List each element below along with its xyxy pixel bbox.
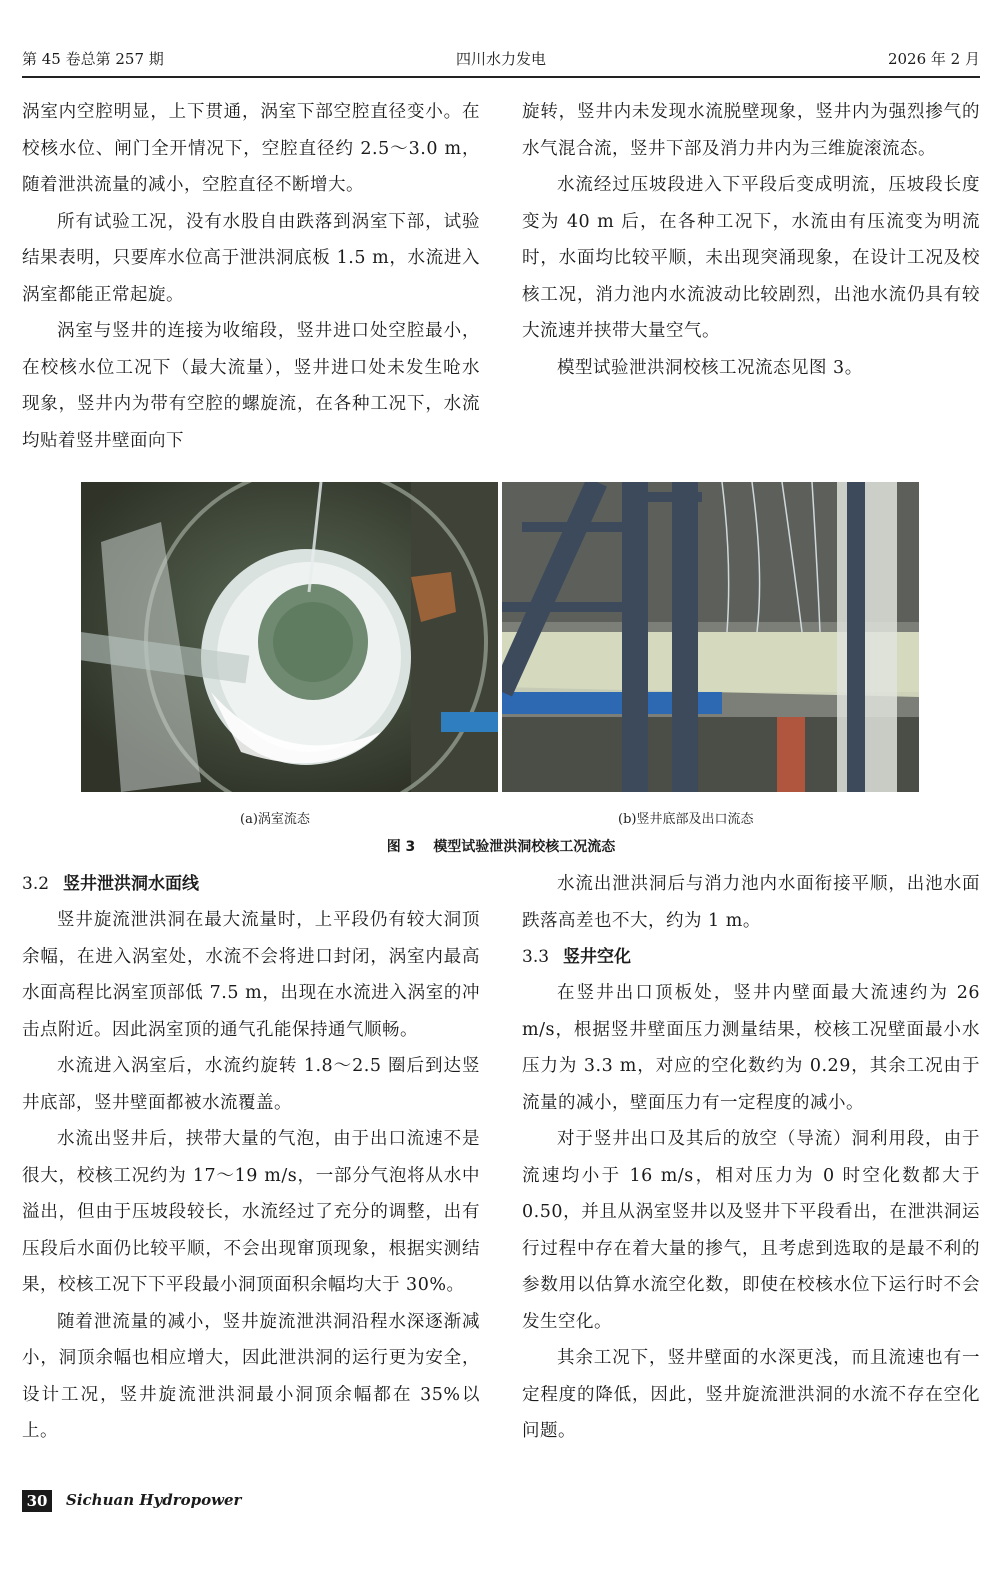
paragraph: 竖井旋流泄洪洞在最大流量时，上平段仍有较大洞顶余幅，在进入涡室处，水流不会将进口封闭，涡室内最高水面高程比涡室顶部低 7.5 m，出现在水流进入涡室的冲击点附近。因此涡室顶的通气孔能保持通气顺畅。	[22, 910, 480, 1040]
running-header	[22, 0, 980, 78]
vortex-chamber-photo	[81, 482, 498, 792]
bottom-left-column	[22, 866, 480, 1450]
paragraph: 在竖井出口顶板处，竖井内壁面最大流速约为 26 m/s，根据竖井壁面压力测量结果，校核工况壁面最小水压力为 3.3 m，对应的空化数约为 0.29，其余工况由于流量的减小，壁面压力有一定程度的减小。	[522, 983, 980, 1113]
top-left-column	[22, 94, 480, 459]
paragraph: 所有试验工况，没有水股自由跌落到涡室下部，试验结果表明，只要库水位高于泄洪洞底板 1.5 m，水流进入涡室都能正常起旋。	[22, 211, 480, 305]
section-title: 竖井泄洪洞水面线	[63, 874, 200, 894]
journal-english-name: Sichuan Hydropower	[66, 1491, 242, 1509]
paragraph: 水流出竖井后，挟带大量的气泡，由于出口流速不是很大，校核工况约为 17～19 m/s，一部分气泡将从水中溢出，但由于压坡段较长，水流经过了充分的调整，出有压段后水面仍比较平顺，不会出现窜顶现象，根据实测结果，校核工况下下平段最小洞顶面积余幅均大于 30%。	[22, 1129, 480, 1295]
paragraph: 旋转，竖井内未发现水流脱壁现象，竖井内为强烈掺气的水气混合流，竖井下部及消力井内为三维旋滚流态。	[522, 102, 980, 159]
issue-date: 2026 年 2 月	[887, 50, 980, 68]
paragraph: 水流进入涡室后，水流约旋转 1.8～2.5 圈后到达竖井底部，竖井壁面都被水流覆盖。	[22, 1056, 480, 1113]
shaft-bottom-outlet-photo	[502, 482, 919, 792]
paragraph: 涡室内空腔明显，上下贯通，涡室下部空腔直径变小。在校核水位、闸门全开情况下，空腔直径约 2.5～3.0 m，随着泄洪流量的减小，空腔直径不断增大。	[22, 102, 480, 195]
page-number: 30	[22, 1490, 52, 1512]
bottom-right-column	[522, 866, 980, 1450]
paragraph: 水流经过压坡段进入下平段后变成明流，压坡段长度变为 40 m 后，在各种工况下，水流由有压流变为明流时，水面均比较平顺，未出现突涌现象，在设计工况及校核工况，消力池内水流波动比较剧烈，出池水流仍具有较大流速并挟带大量空气。	[522, 175, 980, 341]
figure-caption-text: 模型试验泄洪洞校核工况流态	[433, 839, 616, 855]
paragraph: 水流出泄洪洞后与消力池内水面衔接平顺，出池水面跌落高差也不大，约为 1 m。	[522, 874, 980, 931]
section-heading	[22, 866, 480, 902]
figure-3	[81, 482, 919, 792]
paragraph: 对于竖井出口及其后的放空（导流）洞利用段，由于流速均小于 16 m/s，相对压力为 0 时空化数都大于 0.50，并且从涡室竖井以及竖井下平段看出，在泄洪洞运行过程中存在着大量的掺气，且考虑到选取的是最不利的参数用以估算水流空化数，即使在校核水位下运行时不会发生空化。	[522, 1129, 980, 1332]
top-right-column	[522, 94, 980, 386]
volume-issue: 第 45 卷总第 257 期	[22, 50, 164, 68]
section-number: 3.2	[22, 874, 50, 894]
section-number: 3.3	[522, 947, 550, 967]
figure-caption	[0, 836, 1002, 856]
paragraph: 模型试验泄洪洞校核工况流态见图 3。	[557, 357, 863, 378]
paragraph: 随着泄流量的减小，竖井旋流泄洪洞沿程水深逐渐减小，洞顶余幅也相应增大，因此泄洪洞的运行更为安全，设计工况，竖井旋流泄洪洞最小洞顶余幅都在 35%以上。	[22, 1311, 480, 1441]
subfigure-a-caption: (a)涡室流态	[240, 812, 310, 827]
paragraph: 其余工况下，竖井壁面的水深更浅，而且流速也有一定程度的降低，因此，竖井旋流泄洪洞的水流不存在空化问题。	[522, 1348, 980, 1441]
journal-title: 四川水力发电	[455, 50, 546, 68]
section-heading	[522, 939, 980, 975]
paragraph: 涡室与竖井的连接为收缩段，竖井进口处空腔最小，在校核水位工况下（最大流量），竖井进口处未发生呛水现象，竖井内为带有空腔的螺旋流，在各种工况下，水流均贴着竖井壁面向下	[22, 321, 480, 451]
section-title: 竖井空化	[563, 947, 632, 967]
figure-label: 图 3	[386, 839, 416, 855]
subfigure-b-caption: (b)竖井底部及出口流态	[618, 812, 754, 827]
